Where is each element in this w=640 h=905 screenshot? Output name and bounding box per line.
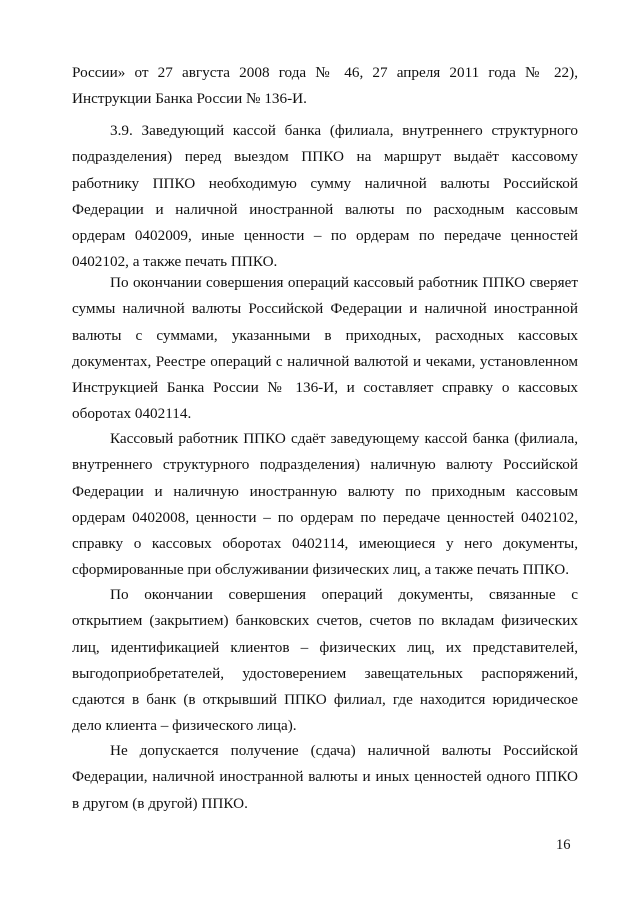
paragraph-3-9 [72, 118, 578, 276]
paragraph-line: Кассовый работник ППКО сдаёт заведующему кассой банка (филиала, [110, 430, 578, 447]
paragraph-line: суммы наличной валюты Российской Федерации и наличной иностранной [72, 300, 578, 318]
paragraph-line: работнику ППКО необходимую сумму наличной валюты Российской [72, 174, 578, 192]
paragraph-4 [72, 426, 578, 584]
paragraph-3 [72, 270, 578, 428]
page-number: 16 [556, 837, 571, 853]
paragraph-line: внутреннего структурного подразделения) наличную валюту Российской [72, 456, 578, 474]
paragraph-line: подразделения) перед выездом ППКО на маршрут выдаёт кассовому [72, 148, 578, 166]
paragraph-1 [72, 60, 578, 113]
paragraph-line: выгодоприобретателей, удостоверением завещательных распоряжений, [72, 664, 578, 682]
paragraph-line: сдаются в банк (в открывший ППКО филиал, где находится юридическое [72, 691, 578, 709]
paragraph-line: Федерации, наличной иностранной валюты и иных ценностей одного ППКО [72, 768, 578, 786]
paragraph-line: сформированные при обслуживании физических лиц, а также печать ППКО. [72, 561, 570, 579]
paragraph-line: оборотах 0402114. [72, 405, 192, 423]
paragraph-line: Инструкцией Банка России № 136-И, и составляет справку о кассовых [72, 379, 578, 397]
paragraph-line: Не допускается получение (сдача) наличной валюты Российской [110, 742, 578, 759]
paragraph-line: 3.9. Заведующий кассой банка (филиала, внутреннего структурного [110, 122, 578, 139]
paragraph-line: России» от 27 августа 2008 года № 46, 27 апреля 2011 года № 22), [72, 64, 578, 81]
paragraph-line: Федерации и наличной иностранной валюты по расходным кассовым [72, 200, 578, 218]
paragraph-line: справку о кассовых оборотах 0402114, имеющиеся у него документы, [72, 535, 578, 553]
paragraph-line: Инструкции Банка России № 136-И. [72, 90, 307, 108]
paragraph-line: документах, Реестре операций с наличной валютой и чеками, установленном [72, 352, 578, 370]
paragraph-line: 0402102, а также печать ППКО. [72, 253, 278, 271]
paragraph-line: Федерации и наличную иностранную валюту по приходным кассовым [72, 482, 578, 500]
paragraph-6 [72, 738, 578, 817]
paragraph-line: ордерам 0402008, ценности – по ордерам по передаче ценностей 0402102, [72, 508, 578, 526]
paragraph-line: дело клиента – физического лица). [72, 717, 297, 735]
paragraph-line: валюты с суммами, указанными в приходных, расходных кассовых [72, 326, 578, 344]
paragraph-line: открытием (закрытием) банковских счетов, счетов по вкладам физических [72, 612, 578, 630]
paragraph-line: По окончании совершения операций кассовый работник ППКО сверяет [110, 274, 578, 291]
paragraph-5 [72, 582, 578, 740]
paragraph-line: ордерам 0402009, иные ценности – по ордерам по передаче ценностей [72, 227, 578, 245]
paragraph-line: По окончании совершения операций документы, связанные с [110, 586, 578, 603]
paragraph-line: лиц, идентификацией клиентов – физических лиц, их представителей, [72, 638, 578, 656]
paragraph-line: в другом (в другой) ППКО. [72, 794, 248, 812]
